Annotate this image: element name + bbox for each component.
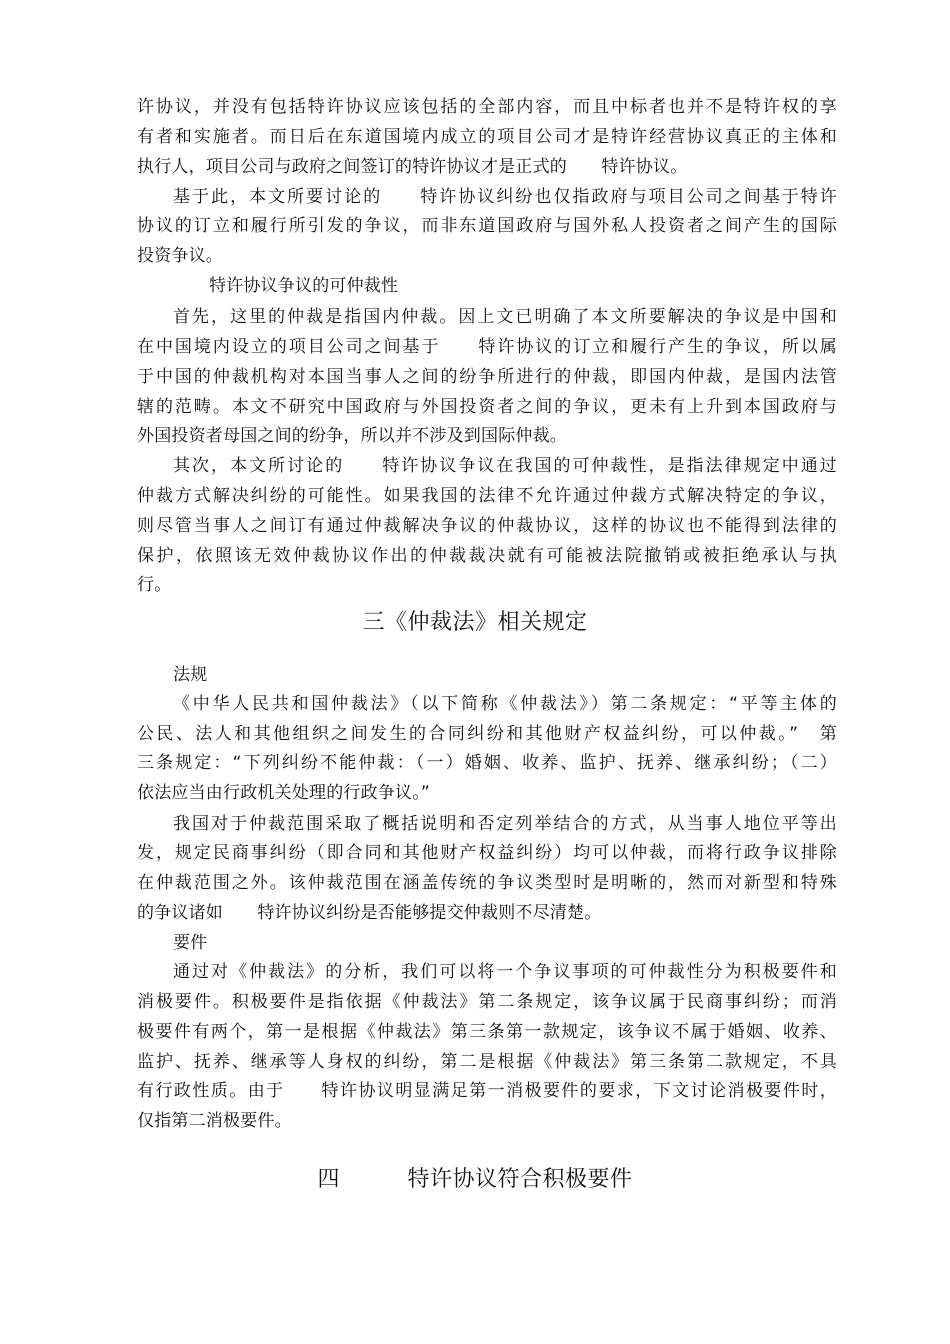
paragraph-line: 有行政性质。由于 特许协议明显满足第一消极要件的要求，下文讨论消极要件时， (137, 1081, 837, 1101)
paragraph-line: 基于此，本文所要讨论的 特许协议纠纷也仅指政府与项目公司之间基于特许 (173, 187, 837, 207)
paragraph-line: 通过对《仲裁法》的分析，我们可以将一个争议事项的可仲裁性分为积极要件和 (173, 962, 837, 982)
paragraph-line: 于中国的仲裁机构对本国当事人之间的纷争所进行的仲裁，即国内仲裁，是国内法管 (137, 367, 837, 387)
paragraph-line: 执行人，项目公司与政府之间签订的特许协议才是正式的 特许协议。 (137, 157, 688, 177)
paragraph-line: 《中华人民共和国仲裁法》（以下简称《仲裁法》）第二条规定：“平等主体的 (173, 694, 837, 714)
paragraph-line: 三条规定：“下列纠纷不能仲裁：（一）婚姻、收养、监护、抚养、继承纠纷；（二） (137, 753, 837, 773)
paragraph-line: 保护，依照该无效仲裁协议作出的仲裁裁决就有可能被法院撤销或被拒绝承认与执 (137, 546, 837, 566)
paragraph-line: 依法应当由行政机关处理的行政争议。” (137, 783, 430, 803)
paragraph-line: 协议的订立和履行所引发的争议，而非东道国政府与国外私人投资者之间产生的国际 (137, 216, 837, 236)
paragraph-line: 首先，这里的仲裁是指国内仲裁。因上文已明确了本文所要解决的争议是中国和 (173, 307, 837, 327)
section-heading: 四 特许协议符合积极要件 (317, 1167, 633, 1192)
paragraph-line: 仅指第二消极要件。 (137, 1111, 292, 1131)
paragraph-line: 发，规定民商事纠纷（即合同和其他财产权益纠纷）均可以仲裁，而将行政争议排除 (137, 843, 837, 863)
paragraph-line: 许协议，并没有包括特许协议应该包括的全部内容，而且中标者也并不是特许权的享 (137, 97, 837, 117)
paragraph-line: 行。 (137, 575, 172, 595)
paragraph-line: 投资争议。 (137, 246, 223, 266)
paragraph-line: 的争议诸如 特许协议纠纷是否能够提交仲裁则不尽清楚。 (137, 903, 602, 923)
paragraph-line: 外国投资者母国之间的纷争，所以并不涉及到国际仲裁。 (137, 426, 567, 446)
paragraph-line: 监护、抚养、继承等人身权的纠纷，第二是根据《仲裁法》第三条第二款规定，不具 (137, 1052, 837, 1072)
paragraph-line: 辖的范畴。本文不研究中国政府与外国投资者之间的争议，更未有上升到本国政府与 (137, 397, 837, 417)
paragraph-line: 在中国境内设立的项目公司之间基于 特许协议的订立和履行产生的争议，所以属 (137, 337, 837, 357)
paragraph-line: 有者和实施者。而日后在东道国境内成立的项目公司才是特许经营协议真正的主体和 (137, 127, 837, 147)
paragraph-line: 公民、法人和其他组织之间发生的合同纠纷和其他财产权益纠纷，可以仲裁。” 第 (137, 724, 837, 744)
paragraph-line: 其次，本文所讨论的 特许协议争议在我国的可仲裁性，是指法律规定中通过 (173, 456, 837, 476)
paragraph-line: 在仲裁范围之外。该仲裁范围在涵盖传统的争议类型时是明晰的，然而对新型和特殊 (137, 873, 837, 893)
subheading: 法规 (173, 665, 208, 685)
paragraph-line: 我国对于仲裁范围采取了概括说明和否定列举结合的方式，从当事人地位平等出 (173, 814, 837, 834)
paragraph-line: 仲裁方式解决纠纷的可能性。如果我国的法律不允许通过仲裁方式解决特定的争议， (137, 486, 837, 506)
subheading: 要件 (173, 933, 208, 953)
section-heading: 三《仲裁法》相关规定 (362, 610, 588, 635)
paragraph-line: 则尽管当事人之间订有通过仲裁解决争议的仲裁协议，这样的协议也不能得到法律的 (137, 516, 837, 536)
paragraph-line: 极要件有两个，第一是根据《仲裁法》第三条第一款规定，该争议不属于婚姻、收养、 (137, 1022, 837, 1042)
paragraph-line: 消极要件。积极要件是指依据《仲裁法》第二条规定，该争议属于民商事纠纷；而消 (137, 992, 837, 1012)
subheading: 特许协议争议的可仲裁性 (209, 276, 399, 296)
